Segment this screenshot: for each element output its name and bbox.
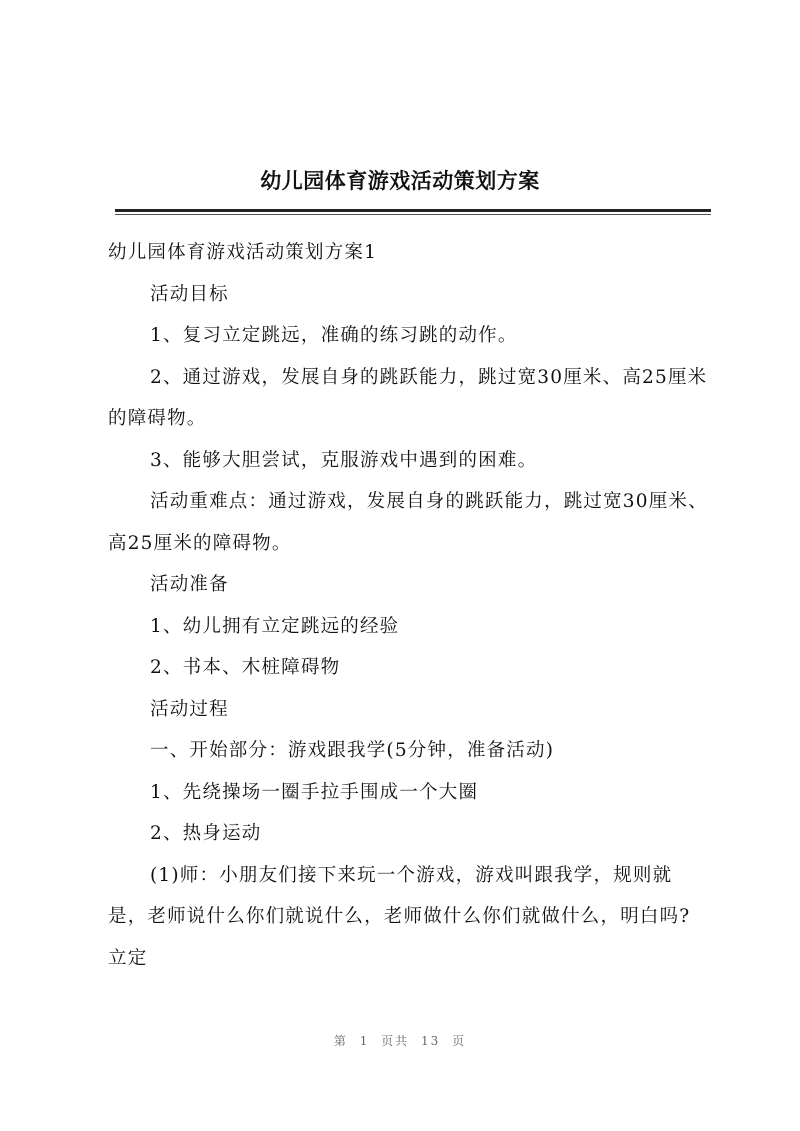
paragraph: 活动过程 [150,698,229,720]
title-divider-thick [115,209,711,212]
page-footer: 第 1 页共 13 页 [333,1034,467,1048]
paragraph: 3、能够大胆尝试，克服游戏中遇到的困难。 [150,449,538,471]
section-heading: 幼儿园体育游戏活动策划方案1 [108,242,378,263]
title-divider-thin [115,214,711,215]
paragraph: 活动目标 [150,283,229,305]
document-title: 幼儿园体育游戏活动策划方案 [260,169,540,193]
paragraph: 活动准备 [150,574,229,595]
document-body [108,232,708,979]
paragraph: 1、复习立定跳远，准确的练习跳的动作。 [150,325,518,346]
paragraph: 1、幼儿拥有立定跳远的经验 [150,615,400,637]
paragraph: 2、书本、木桩障碍物 [150,657,341,678]
paragraph: 一、开始部分：游戏跟我学(5分钟，准备活动) [150,740,555,761]
paragraph: 2、通过游戏，发展自身的跳跃能力，跳过宽30厘米、高25厘米的障碍物。 [108,366,708,429]
paragraph: 活动重难点：通过游戏，发展自身的跳跃能力，跳过宽30厘米、高25厘米的障碍物。 [108,491,708,554]
paragraph: 2、热身运动 [150,823,262,844]
paragraph: 1、先绕操场一圈手拉手围成一个大圈 [150,781,479,803]
paragraph: (1)师：小朋友们接下来玩一个游戏，游戏叫跟我学，规则就是，老师说什么你们就说什么，老师做什么你们就做什么，明白吗?立定 [108,864,691,969]
